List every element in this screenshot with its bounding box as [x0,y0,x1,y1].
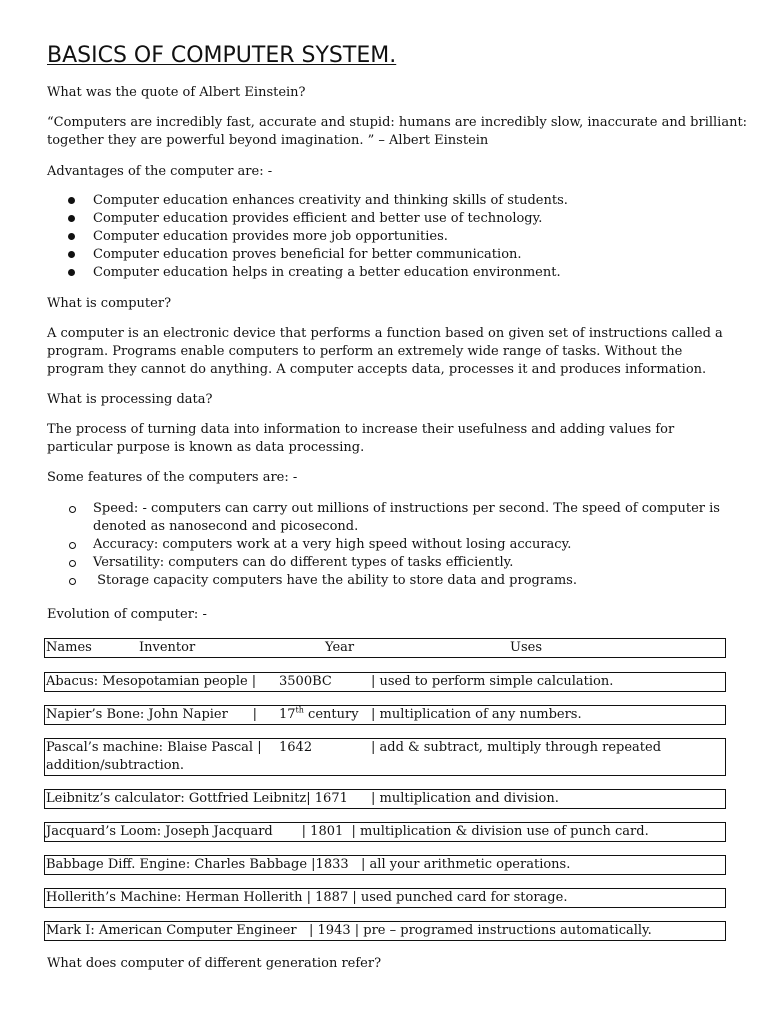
features-heading: Some features of the computers are: - [47,470,298,485]
question-generation: What does computer of different generation refer? [47,956,382,971]
table-row: Jacquard’s Loom: Joseph Jacquard | 1801 | multiplication & division use of punch card. [44,822,726,842]
list-item: Computer education provides more job opportunities. [47,228,727,246]
list-item: Computer education enhances creativity and thinking skills of students. [47,192,727,210]
advantages-list [47,192,727,282]
table-row: Leibnitz’s calculator: Gottfried Leibnitz| 1671 | multiplication and division. [44,789,726,809]
list-item: Storage capacity computers have the ability to store data and programs. [47,572,727,590]
header-uses: Uses [510,640,542,655]
bullet-icon [68,233,75,240]
header-names: Names [46,640,92,655]
computer-definition: A computer is an electronic device that performs a function based on given set of instructions called a program. Programs enable computers to perform an extremely wide range of tasks. Without the program they cannot do anything. A computer accepts data, processes it and produces information. [47,326,723,377]
quote-line-1: “Computers are incredibly fast, accurate and stupid: humans are incredibly slow, inaccurate and brilliant: [47,115,748,130]
evolution-heading: Evolution of computer: - [47,607,207,622]
question-processing: What is processing data? [47,392,213,407]
table-row: Abacus: Mesopotamian people | 3500BC | used to perform simple calculation. [44,672,726,692]
quote-line-2: together they are powerful beyond imagination. ” – Albert Einstein [47,133,489,148]
question-computer: What is computer? [47,296,172,311]
list-item: Computer education proves beneficial for better communication. [47,246,727,264]
list-item: Accuracy: computers work at a very high speed without losing accuracy. [47,536,727,554]
table-row: Pascal’s machine: Blaise Pascal | 1642 | add & subtract, multiply through repeated addition/subtraction. [44,738,726,776]
circle-bullet-icon [69,578,76,585]
bullet-icon [68,251,75,258]
table-row: Napier’s Bone: John Napier | 17th century | multiplication of any numbers. [44,705,726,725]
processing-definition: The process of turning data into information to increase their usefulness and adding values for particular purpose is known as data processing. [47,422,675,455]
list-item: Speed: - computers can carry out millions of instructions per second. The speed of computer is denoted as nanosecond and picosecond. [47,500,727,536]
header-year: Year [325,640,355,655]
circle-bullet-icon [69,560,76,567]
bullet-icon [68,197,75,204]
bullet-icon [68,269,75,276]
page-title: BASICS OF COMPUTER SYSTEM. [47,43,397,68]
list-item: Computer education helps in creating a better education environment. [47,264,727,282]
circle-bullet-icon [69,506,76,513]
list-item: Computer education provides efficient and better use of technology. [47,210,727,228]
advantages-heading: Advantages of the computer are: - [47,164,273,179]
table-row: Babbage Diff. Engine: Charles Babbage |1833 | all your arithmetic operations. [44,855,726,875]
question-einstein: What was the quote of Albert Einstein? [47,85,306,100]
bullet-icon [68,215,75,222]
header-inventor: Inventor [139,640,196,655]
features-list [47,500,727,590]
circle-bullet-icon [69,542,76,549]
table-row: Hollerith’s Machine: Herman Hollerith | 1887 | used punched card for storage. [44,888,726,908]
list-item: Versatility: computers can do different types of tasks efficiently. [47,554,727,572]
evolution-header-row [44,638,726,658]
table-row: Mark I: American Computer Engineer | 1943 | pre – programed instructions automatically. [44,921,726,941]
